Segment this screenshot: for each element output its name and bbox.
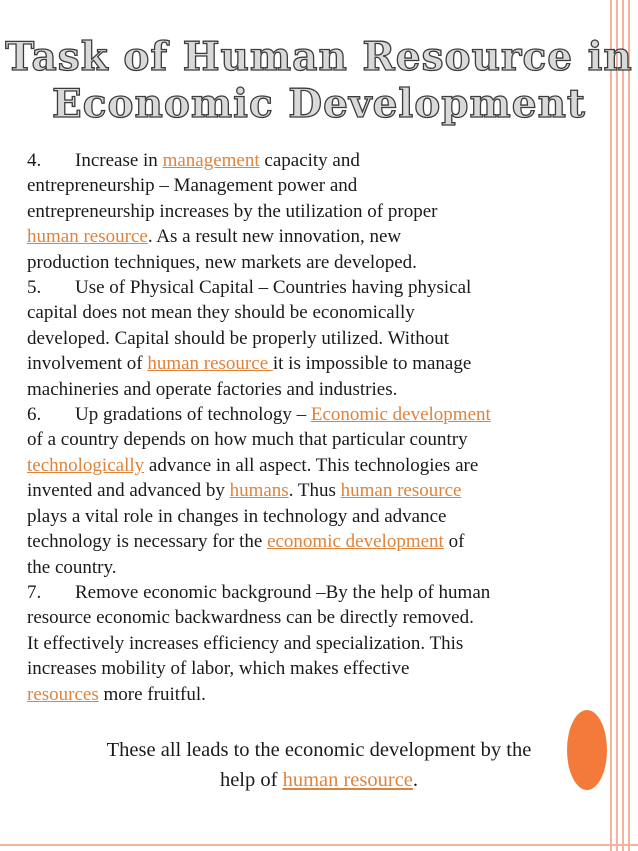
text-link[interactable]: human resource <box>147 353 273 375</box>
body-line <box>27 605 607 630</box>
text-segment: Use of Physical Capital – Countries having physical <box>75 277 472 299</box>
text-segment: production techniques, new markets are developed. <box>27 251 417 273</box>
text-segment: Up gradations of technology – <box>75 404 311 426</box>
text-segment: machineries and operate factories and industries. <box>27 378 398 400</box>
text-segment: capital does not mean they should be economically <box>27 302 415 324</box>
body-line <box>27 529 607 554</box>
body-line <box>27 250 607 275</box>
text-segment: plays a vital role in changes in technology and advance <box>27 505 447 527</box>
body-line <box>27 148 607 173</box>
body-line <box>27 580 607 605</box>
footer-text-post: . <box>412 769 419 791</box>
text-segment: entrepreneurship – Management power and <box>27 175 358 197</box>
title-line-1: Task of Human Resource in <box>5 34 633 80</box>
body-line <box>27 199 607 224</box>
body-line <box>27 656 607 681</box>
body-line <box>27 326 607 351</box>
text-segment: entrepreneurship increases by the utilization of proper <box>27 200 438 222</box>
text-segment: more fruitful. <box>98 683 206 705</box>
text-segment: the country. <box>27 556 117 578</box>
item-number: 5. <box>27 277 42 299</box>
body-line <box>27 402 607 427</box>
body-line <box>27 427 607 452</box>
text-segment: Remove economic background –By the help of human <box>75 581 491 603</box>
text-segment: . Thus <box>288 480 341 502</box>
body-line <box>27 631 607 656</box>
text-link[interactable]: Economic development <box>310 404 491 426</box>
text-segment: increases mobility of labor, which makes effective <box>27 658 410 680</box>
body-line <box>27 504 607 529</box>
title-line-2: Economic Development <box>52 81 586 127</box>
text-segment: of a country depends on how much that particular country <box>27 429 468 451</box>
footer-line-1: These all leads to the economic development by the <box>106 739 532 761</box>
text-segment: capacity and <box>259 150 360 171</box>
text-segment: involvement of <box>27 353 148 375</box>
body-line <box>27 224 607 249</box>
body-line <box>27 173 607 198</box>
body-line <box>27 351 607 376</box>
body-line <box>27 275 607 300</box>
footer-line-2 <box>20 765 618 795</box>
text-segment: invented and advanced by <box>27 480 230 502</box>
item-number: 6. <box>27 404 42 426</box>
frame-line-bottom <box>0 844 638 846</box>
body-line <box>27 682 607 707</box>
text-segment: it is impossible to manage <box>272 353 472 375</box>
footer-text <box>20 735 618 795</box>
footer-text-pre: help of <box>219 769 283 791</box>
body-text <box>27 148 607 707</box>
text-segment: technology is necessary for the <box>27 531 268 553</box>
text-segment: It effectively increases efficiency and specialization. This <box>27 632 464 654</box>
text-segment: of <box>443 531 465 553</box>
item-number: 7. <box>27 581 42 603</box>
body-line <box>27 453 607 478</box>
text-link[interactable]: management <box>162 150 260 171</box>
text-segment: advance in all aspect. This technologies are <box>144 454 479 476</box>
item-number: 4. <box>27 150 42 171</box>
text-segment: developed. Capital should be properly utilized. Without <box>27 327 450 349</box>
slide-title <box>0 34 638 128</box>
text-segment: resource economic backwardness can be directly removed. <box>27 607 474 629</box>
body-line <box>27 377 607 402</box>
text-segment: . As a result new innovation, new <box>147 226 402 248</box>
footer-link-human-resource[interactable]: human resource <box>282 769 413 791</box>
text-link[interactable]: resources <box>27 683 99 705</box>
text-segment: Increase in <box>75 150 163 171</box>
body-line <box>27 300 607 325</box>
body-line <box>27 555 607 580</box>
text-link[interactable]: human resource <box>27 226 148 248</box>
text-link[interactable]: economic development <box>267 531 444 553</box>
text-link[interactable]: technologically <box>27 454 145 476</box>
body-line <box>27 478 607 503</box>
text-link[interactable]: humans <box>229 480 289 502</box>
text-link[interactable]: human resource <box>340 480 462 502</box>
